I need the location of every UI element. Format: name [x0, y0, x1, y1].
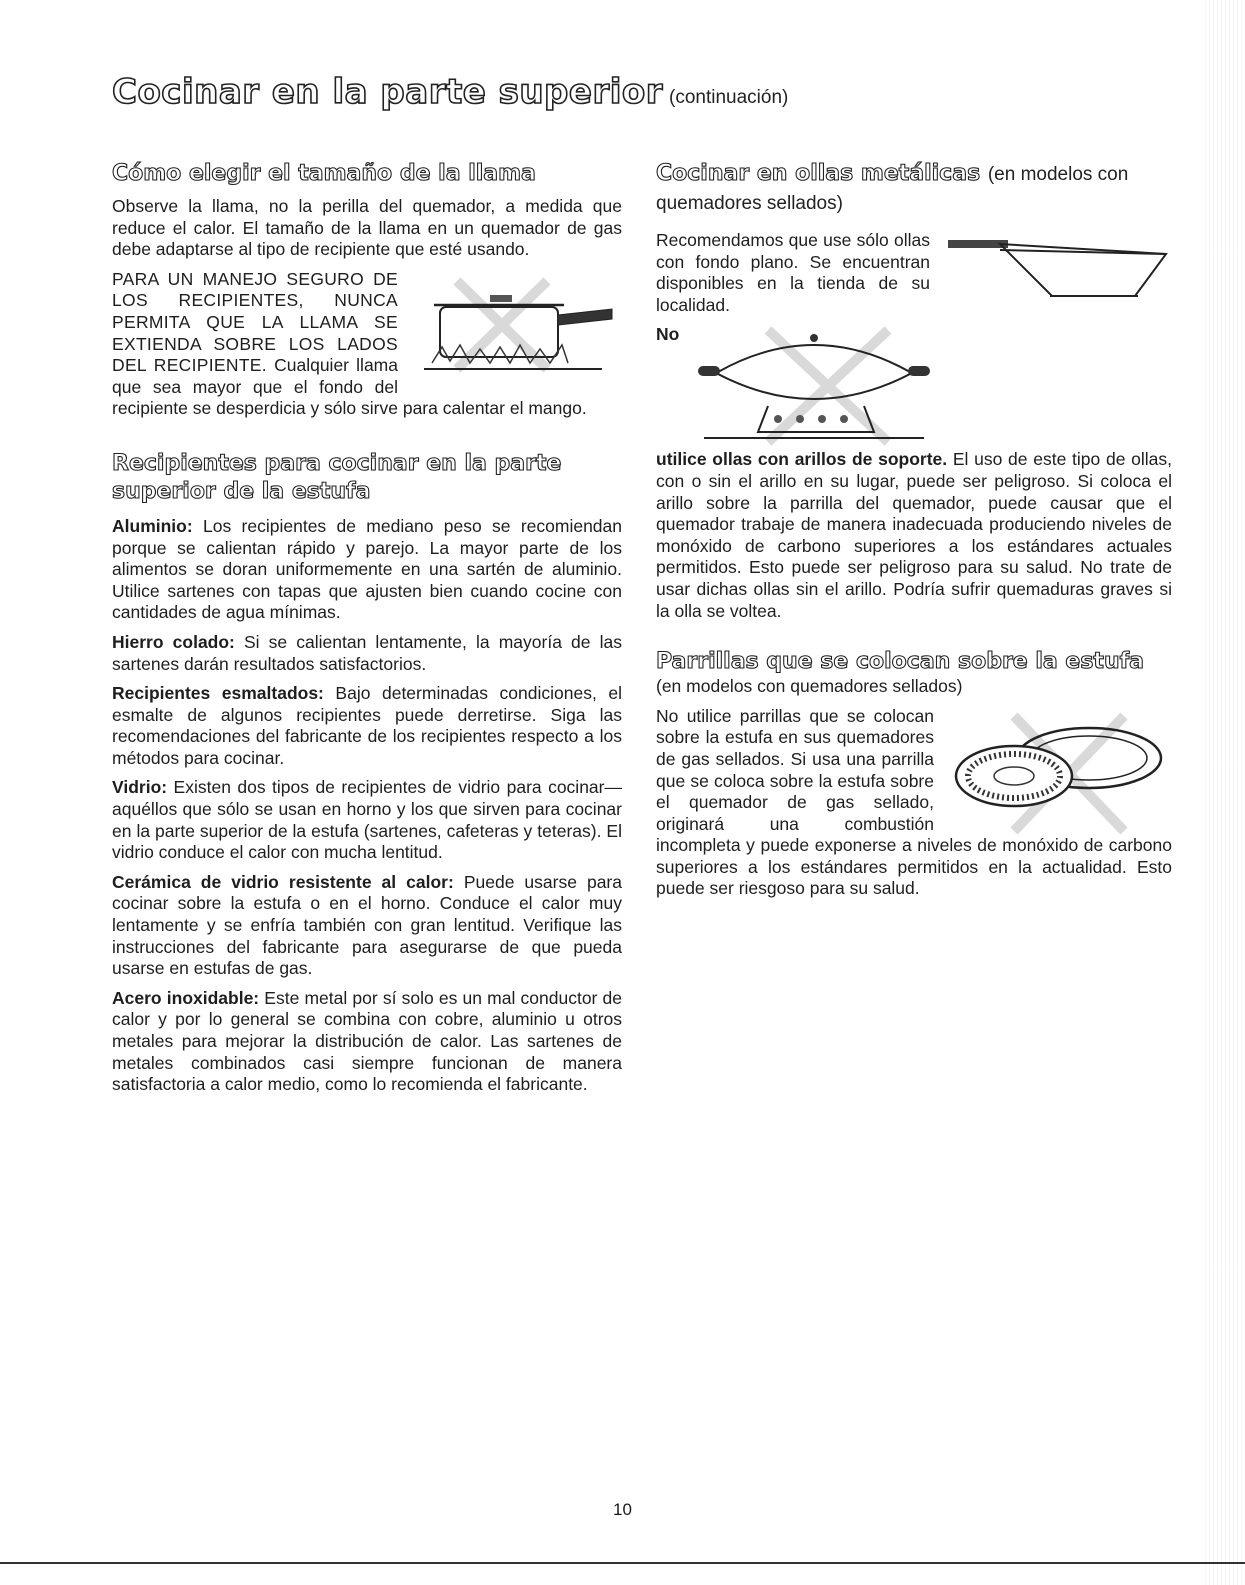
page-title-main: Cocinar en la parte superior: [112, 72, 663, 112]
flame-warning-block: [112, 269, 622, 420]
griddles-subheading: (en modelos con quemadores sellados): [656, 676, 963, 697]
flame-size-heading: Cómo elegir el tamaño de la llama: [112, 161, 536, 186]
woks-warning-lead: No utilice ollas con arillos de soporte.: [656, 324, 948, 470]
page-title-note: (continuación): [669, 87, 789, 108]
woks-heading: Cocinar en ollas metálicas (en modelos con quemadores sellados): [656, 161, 1129, 214]
right-column: [656, 160, 1172, 908]
wok-with-ring-icon: [698, 324, 930, 449]
griddles-heading: Parrillas que se colocan sobre la estufa: [656, 649, 1145, 675]
page-title: [112, 72, 788, 112]
scan-edge-texture: [1205, 0, 1245, 1585]
flat-bottom-wok-icon: [940, 230, 1172, 340]
griddles-paragraph: No utilice parrillas que se colocan sobre la estufa en sus quemadores de gas sellados. Si usa una parrilla que se coloca sobre la estufa sobre el quemador de gas sellado, originará una combustión incompleta y puede exponerse a niveles de monóxido de carbono superiores a los estándares permitidos en la actualidad. Esto puede ser riesgoso para su salud.: [656, 705, 1172, 899]
flame-warning-rest: Cualquier llama que sea mayor que el fondo del recipiente se desperdicia y sólo sirve para calentar el mango.: [112, 355, 587, 419]
cookware-item-glass: Vidrio: Existen dos tipos de recipientes de vidrio para cocinar—aquéllos que sólo se usan en horno y los que sirven para cocinar en la parte superior de la estufa (sartenes, cafeteras y teteras). El vidrio conduce el calor con mucha lentitud.: [112, 777, 622, 863]
bottom-rule: [0, 1562, 1245, 1564]
cookware-item-glass-ceramic: Cerámica de vidrio resistente al calor: Puede usarse para cocinar sobre la estufa o en el horno. Conduce el calor muy lentamente y se enfría también con gran lentitud. Verifique las instrucciones del fabricante para asegurarse de que pueda usarse en estufas de gas.: [112, 871, 622, 979]
woks-warning-text: El uso de este tipo de ollas, con o sin el arillo en su lugar, puede ser peligroso. Si coloca el arillo sobre la parrilla del quemador, puede causar que el quemador trabaje de manera inadecuada produciendo niveles de monóxido de carbono superiores a los estándares actuales permitidos. Esto puede ser peligroso para su salud. No trate de usar dichas ollas sin el arillo. Podría sufrir quemaduras graves si la olla se voltea.: [656, 449, 1172, 621]
cookware-item-aluminum: Aluminio: Los recipientes de mediano peso se recomiendan porque se calientan rápido y parejo. La mayor parte de los alimentos se doran uniformemente en una sartén de aluminio. Utilice sartenes con tapas que ajusten bien cuando cocine con cantidades de agua mínimas.: [112, 515, 622, 623]
cookware-item-stainless: Acero inoxidable: Este metal por sí solo es un mal conductor de calor y por lo general se combina con cobre, aluminio u otros metales para mejorar la distribución de calor. Las sartenes de metales combinados casi siempre funcionan de manera satisfactoria a calor medio, como lo recomienda el fabricante.: [112, 987, 622, 1095]
left-column: [112, 160, 622, 1104]
stovetop-grill-icon: [944, 706, 1172, 821]
flame-warning-caps: PARA UN MANEJO SEGURO DE LOS RECIPIENTES, NUNCA PERMITA QUE LA LLAMA SE EXTIENDA SOBRE LOS LADOS DEL RECIPIENTE.: [112, 268, 398, 376]
woks-paragraph-1: Recomendamos que use sólo ollas con fondo plano. Se encuentran disponibles en la tienda de su localidad.: [656, 230, 930, 315]
cookware-heading: Recipientes para cocinar en la parte superior de la estufa: [112, 450, 562, 504]
flame-size-paragraph: Observe la llama, no la perilla del quemador, a medida que reduce el calor. El tamaño de la llama en un quemador de gas debe adaptarse al tipo de recipiente que esté usando.: [112, 196, 622, 260]
page-number: 10: [613, 1500, 632, 1519]
cookware-item-enamel: Recipientes esmaltados: Bajo determinadas condiciones, el esmalte de algunos recipientes puede derretirse. Siga las recomendaciones del fabricante de los recipientes respecto a los métodos para cocinar.: [112, 683, 622, 768]
cookware-item-cast-iron: Hierro colado: Si se calientan lentamente, la mayoría de las sartenes darán resultados satisfactorios.: [112, 631, 622, 674]
pan-over-flame-icon: [412, 269, 622, 379]
woks-heading-note: (en modelos con quemadores sellados): [656, 164, 1129, 214]
